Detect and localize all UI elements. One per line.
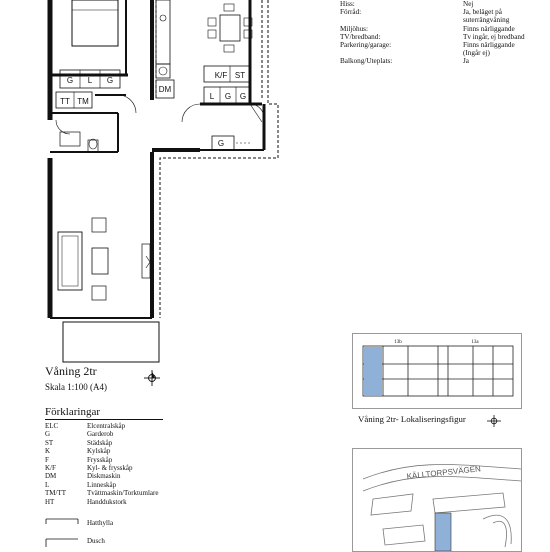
legend-code: K/F	[45, 464, 56, 473]
info-label: Hiss:	[340, 0, 355, 8]
info-label	[340, 16, 463, 24]
building-highlight	[435, 513, 451, 551]
location-figure	[352, 333, 522, 409]
legend-code: F	[45, 455, 49, 464]
label-wardrobe: G	[66, 76, 74, 85]
legend-code: TM/TT	[45, 489, 66, 498]
legend-code: HT	[45, 497, 55, 506]
info-row	[340, 25, 540, 33]
legend-code: G	[45, 430, 51, 439]
legend-shower: Dusch	[87, 537, 105, 545]
armchair	[92, 218, 106, 232]
scale-label: Skala 1:100 (A4)	[45, 382, 107, 392]
tv-bench	[142, 244, 150, 278]
info-value: suterrängvåning	[463, 16, 510, 25]
legend-text: Handdukstork	[87, 497, 127, 506]
legend-item	[45, 481, 158, 489]
legend-list	[45, 422, 158, 506]
legend-text: Frysskåp	[87, 455, 113, 464]
stairwell-label: 13b	[394, 340, 402, 345]
site-map	[352, 448, 522, 552]
legend-text: Städskåp	[87, 438, 113, 447]
info-value: Ja	[463, 57, 469, 66]
legend-code: ELC	[45, 422, 59, 430]
stairwell-label: 13a	[471, 340, 479, 345]
info-label: Parkering/garage:	[340, 41, 392, 50]
info-row	[340, 41, 540, 49]
info-value: Ja, beläget på	[463, 8, 502, 17]
label-wardrobe: G	[224, 92, 232, 101]
info-row	[340, 16, 540, 24]
legend-code: L	[45, 480, 50, 489]
label-linen: L	[209, 92, 215, 101]
info-label: Balkong/Uteplats:	[340, 57, 393, 66]
info-row	[340, 8, 540, 16]
legend-hat-shelf: Hatthylla	[87, 519, 114, 527]
floor-plan	[0, 0, 290, 370]
north-arrow-icon	[142, 368, 162, 388]
coffee-table	[92, 248, 108, 274]
legend-text: Garderob	[87, 430, 114, 439]
apartment-boundary	[160, 0, 278, 318]
info-value: Finns närliggande	[463, 24, 515, 33]
info-value: Finns närliggande	[463, 41, 515, 50]
legend-item	[45, 456, 158, 464]
kitchen-counter	[156, 0, 170, 64]
sofa	[58, 232, 82, 290]
legend-item	[45, 498, 158, 506]
info-value: (Ingår ej)	[463, 49, 490, 58]
road-label: KÄLLTORPSVÄGEN	[406, 464, 482, 481]
legend-item	[45, 489, 158, 497]
north-arrow-icon	[486, 414, 502, 428]
location-title: Våning 2tr- Lokaliseringsfigur	[358, 414, 466, 424]
stove	[156, 64, 170, 78]
info-row	[340, 33, 540, 41]
legend-text: Linneskåp	[87, 480, 117, 489]
info-label: Förråd:	[340, 8, 362, 17]
label-wardrobe: G	[106, 76, 114, 85]
legend-item	[45, 439, 158, 447]
legend-item	[45, 422, 158, 430]
legend-divider	[45, 419, 163, 420]
building-plan-miniature	[353, 334, 521, 408]
info-label	[340, 49, 463, 57]
property-info	[340, 0, 540, 66]
label-dryer: TT	[60, 97, 70, 106]
floor-title: Våning 2tr	[45, 364, 97, 378]
balcony	[63, 322, 159, 362]
hat-shelf-symbol-icon	[45, 516, 79, 528]
info-label: TV/bredband:	[340, 32, 381, 41]
legend-item	[45, 472, 158, 480]
legend-text: Kylskåp	[87, 447, 111, 456]
legend-code: ST	[45, 438, 54, 447]
info-row	[340, 57, 540, 65]
legend-text: Elcentralskåp	[87, 422, 126, 430]
info-row	[340, 0, 540, 8]
legend-text: Tvättmaskin/Torktumlare	[87, 489, 159, 498]
legend-title: Förklaringar	[45, 406, 100, 418]
legend-text: Kyl- & frysskåp	[87, 464, 133, 473]
legend-text: Diskmaskin	[87, 472, 121, 481]
shower-symbol-icon	[45, 536, 79, 548]
site-map-drawing	[353, 449, 521, 551]
info-row	[340, 49, 540, 57]
label-wardrobe: G	[217, 139, 225, 148]
label-cleaning-cupboard: ST	[234, 71, 246, 80]
label-washer: TM	[77, 97, 89, 106]
apartment-highlight	[364, 347, 382, 395]
dining-table	[220, 15, 240, 41]
info-value: Nej	[463, 0, 474, 8]
info-value: Tv ingår, ej bredband	[463, 32, 525, 41]
label-dishwasher: DM	[158, 85, 172, 94]
legend-item	[45, 464, 158, 472]
label-fridge-freezer: K/F	[214, 71, 228, 80]
label-linen: L	[87, 76, 93, 85]
label-wardrobe: G	[239, 92, 247, 101]
bed	[72, 0, 118, 46]
legend-code: DM	[45, 472, 57, 481]
legend-code: K	[45, 447, 51, 456]
legend-item	[45, 430, 158, 438]
info-label: Miljöhus:	[340, 24, 368, 33]
legend-item	[45, 447, 158, 455]
door-arc	[118, 95, 136, 113]
